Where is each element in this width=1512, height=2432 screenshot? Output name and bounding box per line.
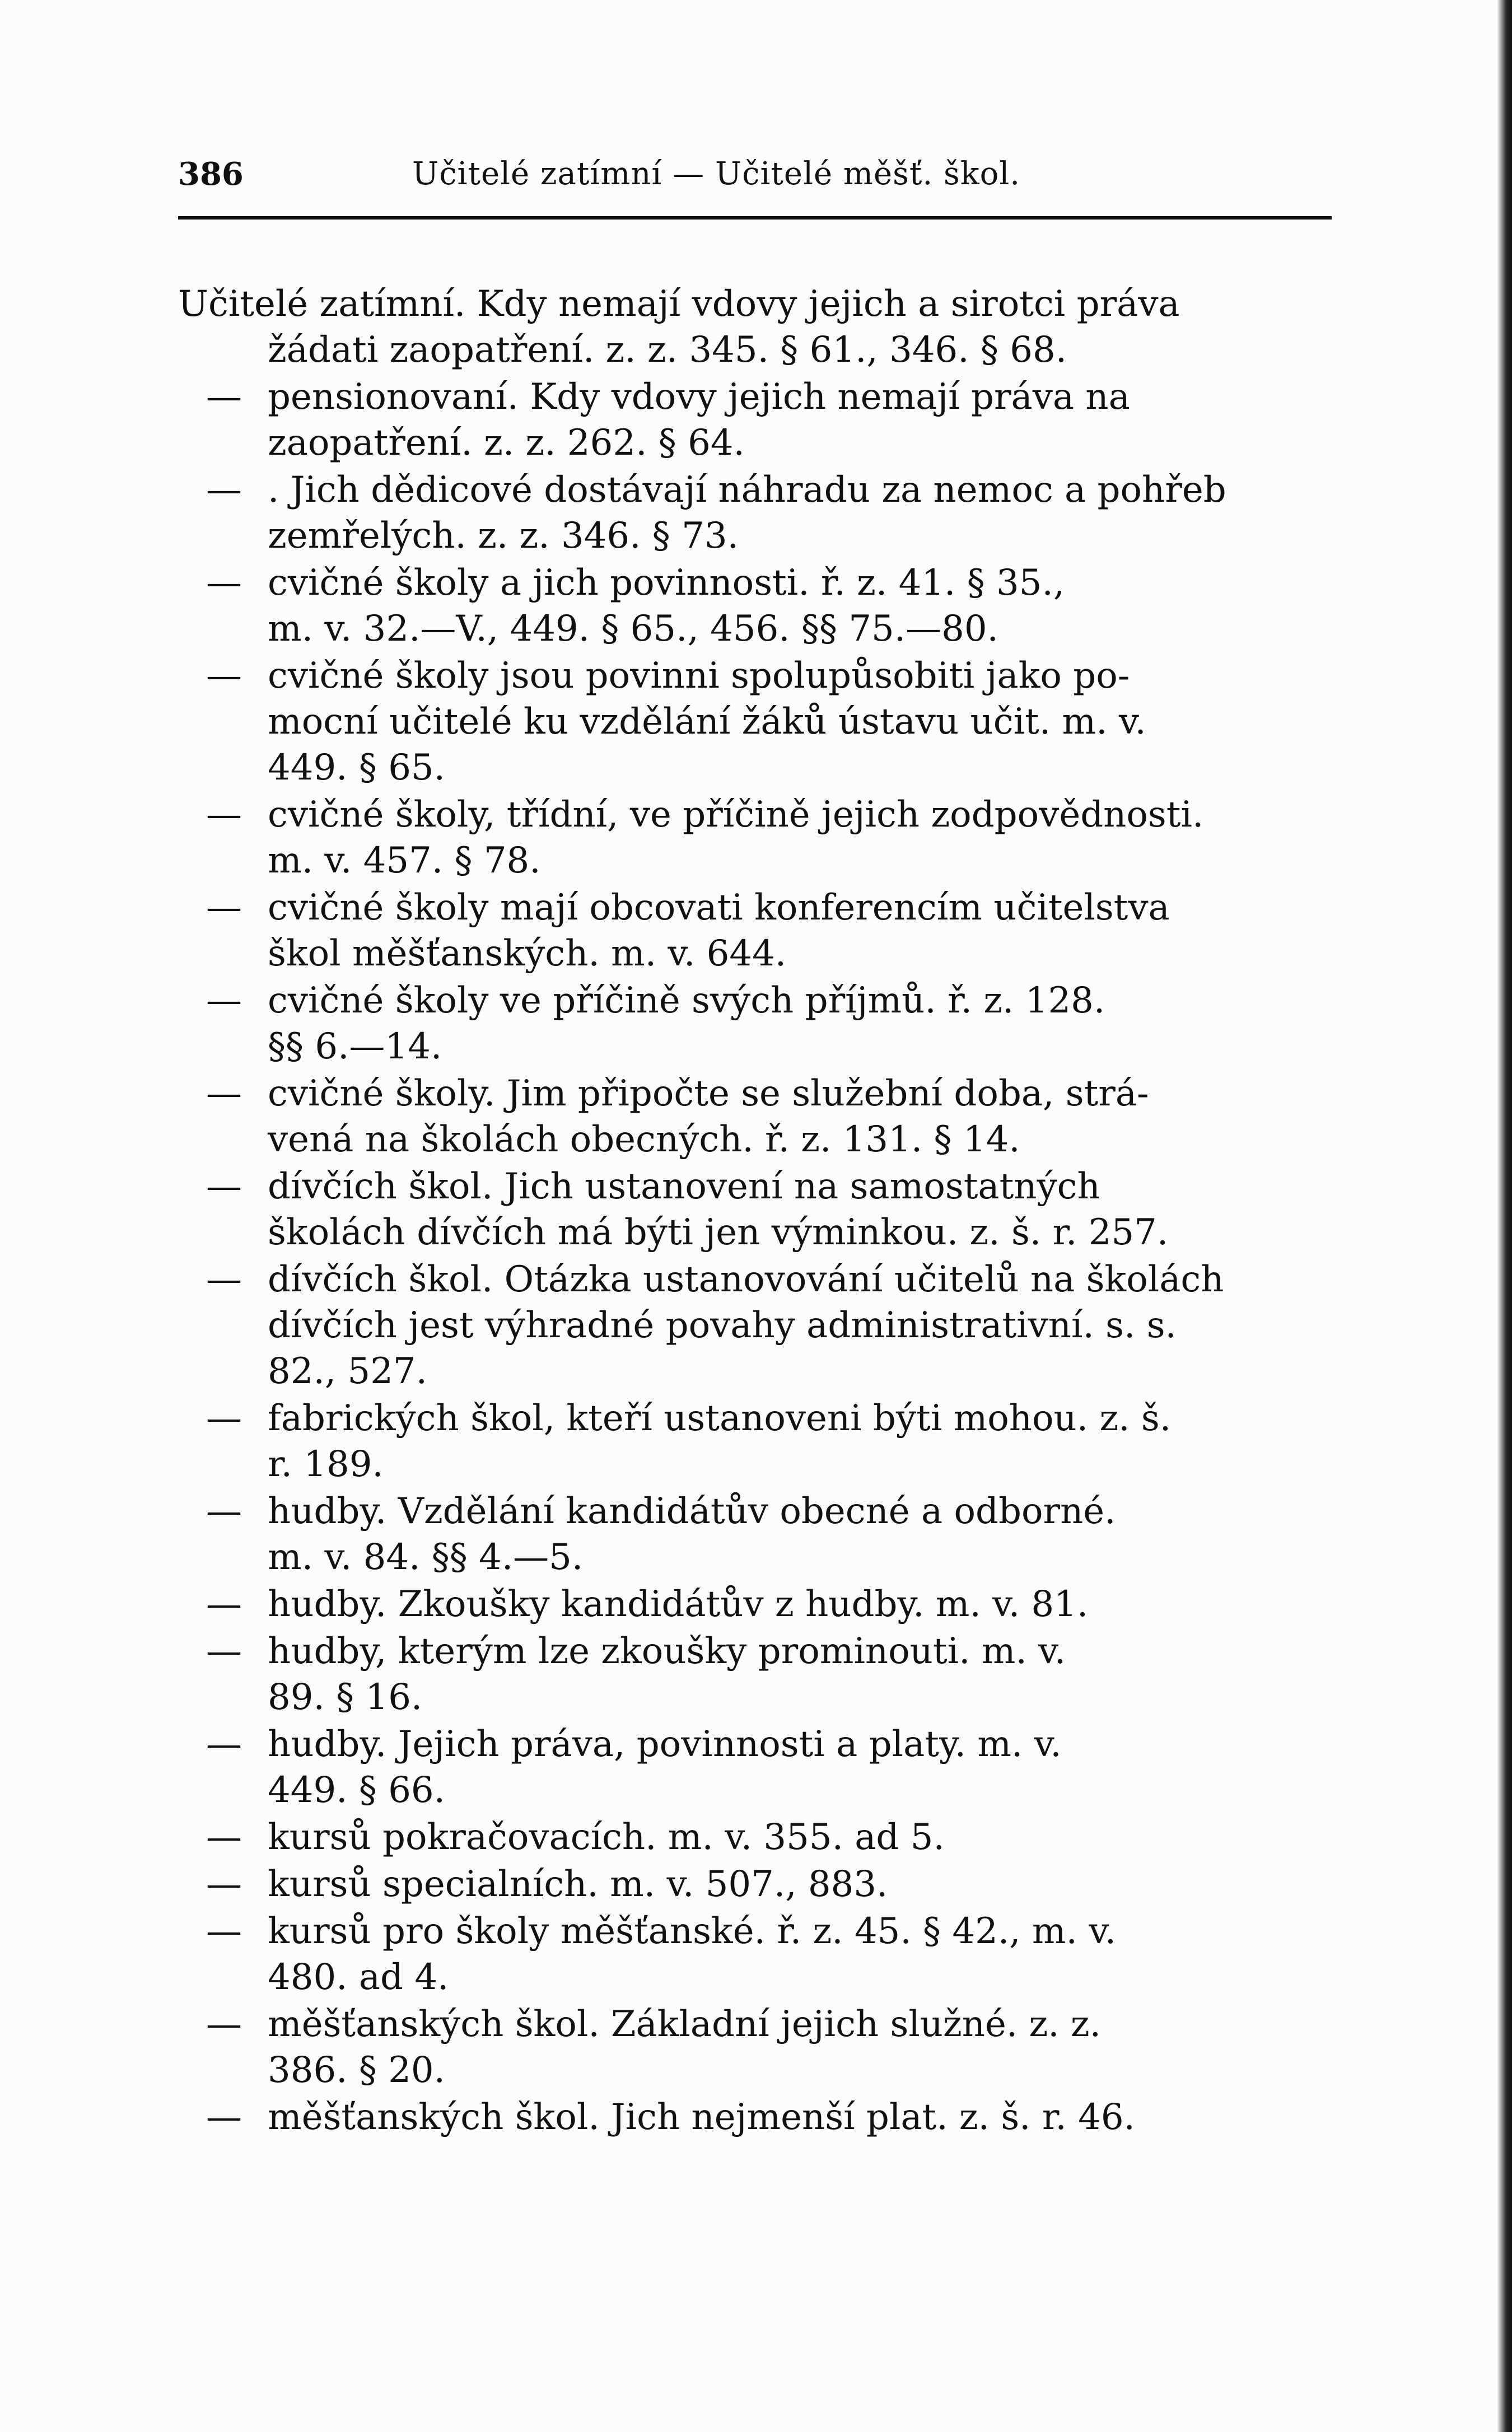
index-entry <box>178 1628 1343 1720</box>
entry-dash: — <box>206 1864 242 1905</box>
entry-line: hudby. Vzdělání kandidátův obecné a odborné. <box>268 1491 1116 1532</box>
entry-lines <box>268 1581 1343 1627</box>
entry-line: Učitelé zatímní. Kdy nemají vdovy jejich a sirotci práva <box>178 283 1180 325</box>
entry-line: měšťanských škol. Základní jejich služné. z. z. <box>268 2004 1101 2045</box>
index-entry <box>178 560 1343 652</box>
entry-line: vená na školách obecných. ř. z. 131. § 14. <box>268 1119 1020 1160</box>
index-entry <box>178 374 1343 466</box>
entry-dash: — <box>206 655 242 697</box>
entry-lines <box>268 1164 1343 1255</box>
entry-lines <box>268 1488 1343 1580</box>
entry-line: kursů pro školy měšťanské. ř. z. 45. § 42., m. v. <box>268 1911 1117 1952</box>
index-entry <box>178 1395 1343 1487</box>
index-entry <box>178 885 1343 977</box>
index-entry <box>178 1488 1343 1580</box>
index-entry <box>178 1071 1343 1163</box>
entry-line: pensionovaní. Kdy vdovy jejich nemají práva na <box>268 376 1130 418</box>
entry-line: r. 189. <box>268 1444 384 1485</box>
entry-line: hudby, kterým lze zkoušky prominouti. m. v. <box>268 1631 1066 1672</box>
entry-line: cvičné školy ve příčině svých příjmů. ř. z. 128. <box>268 980 1105 1021</box>
entry-line: 449. § 66. <box>268 1770 445 1811</box>
index-entry <box>178 281 1343 373</box>
entry-line: škol měšťanských. m. v. 644. <box>268 933 787 974</box>
entry-dash: — <box>206 980 242 1021</box>
entry-dash: — <box>206 2097 242 2138</box>
entry-line: 82., 527. <box>268 1351 427 1392</box>
entry-lines <box>268 978 1343 1070</box>
entry-line: cvičné školy, třídní, ve příčině jejich zodpovědnosti. <box>268 794 1204 835</box>
entry-lines <box>268 2001 1343 2093</box>
entry-dash: — <box>206 887 242 928</box>
entry-lines <box>268 1071 1343 1163</box>
entry-dash: — <box>206 1631 242 1672</box>
entry-line: kursů pokračovacích. m. v. 355. ad 5. <box>268 1817 945 1858</box>
entry-line: mocní učitelé ku vzdělání žáků ústavu učit. m. v. <box>268 701 1146 743</box>
entry-lines <box>178 281 1343 373</box>
entry-line: měšťanských škol. Jich nejmenší plat. z. š. r. 46. <box>268 2097 1135 2138</box>
entry-lines <box>268 1395 1343 1487</box>
index-entry <box>178 978 1343 1070</box>
entry-dash: — <box>206 1398 242 1439</box>
entry-dash: — <box>206 1584 242 1625</box>
entry-line: cvičné školy mají obcovati konferencím učitelstva <box>268 887 1170 928</box>
entry-dash: — <box>206 1073 242 1114</box>
entry-line: 386. § 20. <box>268 2050 445 2091</box>
index-entry <box>178 1164 1343 1255</box>
entry-lines <box>268 653 1343 791</box>
entry-line: zaopatření. z. z. 262. § 64. <box>268 422 745 464</box>
running-title: Učitelé zatímní — Učitelé měšť. škol. <box>412 156 1021 192</box>
entry-line: hudby. Jejich práva, povinnosti a platy. m. v. <box>268 1724 1062 1765</box>
entry-lines <box>268 1908 1343 2000</box>
page-number: 386 <box>178 156 244 193</box>
entry-lines <box>268 1257 1343 1394</box>
entry-lines <box>268 560 1343 652</box>
entry-dash: — <box>206 1259 242 1300</box>
entry-lines <box>268 792 1343 884</box>
entry-dash: — <box>206 1724 242 1765</box>
entry-line: §§ 6.—14. <box>268 1026 442 1067</box>
entry-line: dívčích škol. Otázka ustanovování učitelů na školách <box>268 1259 1224 1300</box>
entry-dash: — <box>206 1911 242 1952</box>
entry-line: dívčích jest výhradné povahy administrativní. s. s. <box>268 1305 1177 1346</box>
page-header <box>178 156 1332 195</box>
entry-line: m. v. 84. §§ 4.—5. <box>268 1537 584 1578</box>
entry-dash: — <box>206 376 242 418</box>
index-entry <box>178 1257 1343 1394</box>
entry-lines <box>268 1721 1343 1813</box>
entry-line: m. v. 32.—V., 449. § 65., 456. §§ 75.—80. <box>268 608 998 650</box>
entry-line: hudby. Zkoušky kandidátův z hudby. m. v. 81. <box>268 1584 1089 1625</box>
index-entry <box>178 1861 1343 1907</box>
entry-dash: — <box>206 1166 242 1207</box>
entry-line: žádati zaopatření. z. z. 345. § 61., 346. § 68. <box>268 329 1067 371</box>
entry-line: . Jich dědicové dostávají náhradu za nemoc a pohřeb <box>268 469 1226 511</box>
entry-line: cvičné školy jsou povinni spolupůsobiti jako po- <box>268 655 1130 697</box>
header-rule <box>178 216 1332 220</box>
entry-line: dívčích škol. Jich ustanovení na samostatných <box>268 1166 1100 1207</box>
entry-line: 449. § 65. <box>268 747 445 788</box>
entry-line: 89. § 16. <box>268 1677 423 1718</box>
entry-dash: — <box>206 794 242 835</box>
entry-line: cvičné školy a jich povinnosti. ř. z. 41. § 35., <box>268 562 1065 604</box>
index-entry <box>178 467 1343 559</box>
entry-lines <box>268 467 1343 559</box>
index-entry <box>178 1721 1343 1813</box>
index-entry <box>178 653 1343 791</box>
entry-dash: — <box>206 1491 242 1532</box>
entry-lines <box>268 1628 1343 1720</box>
entry-lines <box>268 1861 1343 1907</box>
entry-lines <box>268 374 1343 466</box>
entry-dash: — <box>206 562 242 604</box>
index-entries <box>178 281 1343 2141</box>
index-entry <box>178 1908 1343 2000</box>
entry-dash: — <box>206 2004 242 2045</box>
entry-lines <box>268 2094 1343 2140</box>
index-entry <box>178 2001 1343 2093</box>
entry-line: školách dívčích má býti jen výminkou. z. š. r. 257. <box>268 1212 1169 1253</box>
entry-dash: — <box>206 469 242 511</box>
index-entry <box>178 792 1343 884</box>
index-entry <box>178 2094 1343 2140</box>
entry-line: m. v. 457. § 78. <box>268 840 541 881</box>
entry-dash: — <box>206 1817 242 1858</box>
entry-line: kursů specialních. m. v. 507., 883. <box>268 1864 888 1905</box>
entry-line: fabrických škol, kteří ustanoveni býti mohou. z. š. <box>268 1398 1172 1439</box>
entry-line: 480. ad 4. <box>268 1957 449 1998</box>
entry-line: zemřelých. z. z. 346. § 73. <box>268 515 739 557</box>
index-entry <box>178 1814 1343 1860</box>
page-edge-shadow <box>1497 0 1512 2432</box>
entry-lines <box>268 885 1343 977</box>
entry-line: cvičné školy. Jim připočte se služební doba, strá- <box>268 1073 1149 1114</box>
index-entry <box>178 1581 1343 1627</box>
entry-lines <box>268 1814 1343 1860</box>
